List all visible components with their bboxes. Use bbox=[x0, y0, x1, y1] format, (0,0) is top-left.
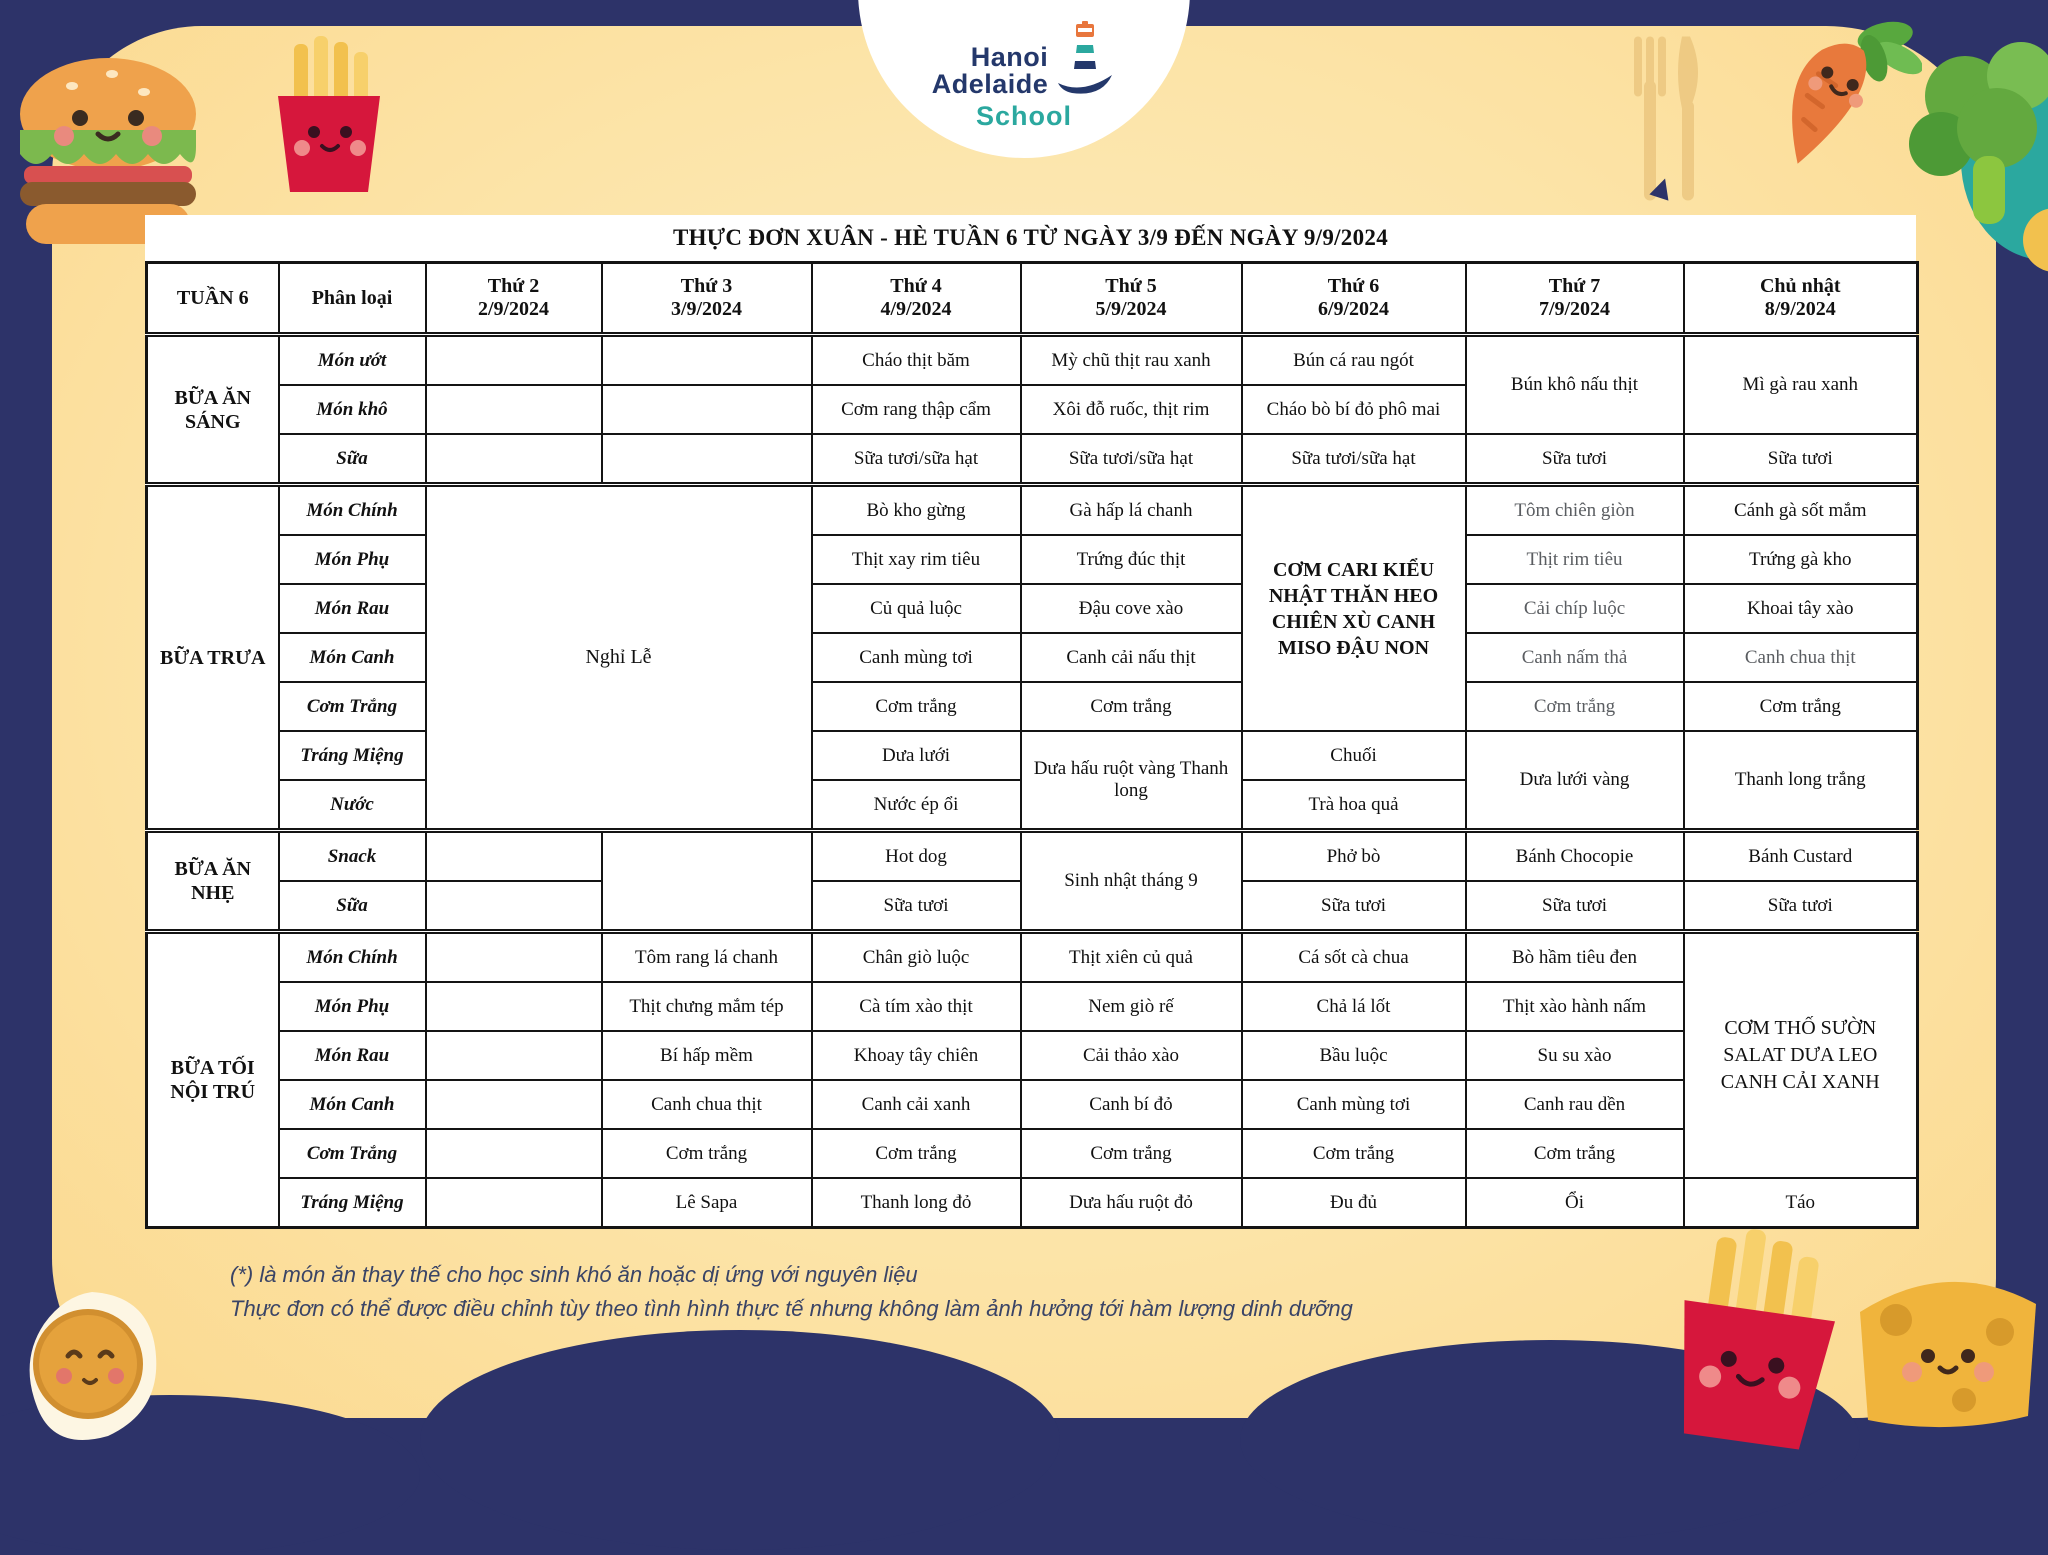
menu-cell: Ổi bbox=[1466, 1178, 1684, 1228]
menu-cell: Sữa tươi bbox=[1466, 881, 1684, 932]
empty-cell bbox=[426, 1031, 602, 1080]
menu-cell: Sữa tươi/sữa hạt bbox=[1242, 434, 1466, 485]
category-header: Phân loại bbox=[279, 263, 426, 335]
category-label: Tráng Miệng bbox=[279, 731, 426, 780]
menu-cell: Sữa tươi bbox=[1684, 881, 1918, 932]
week-header: TUẦN 6 bbox=[147, 263, 279, 335]
menu-cell: Su su xào bbox=[1466, 1031, 1684, 1080]
section-label-lunch: BỮA TRƯA bbox=[147, 485, 279, 831]
menu-cell: Cơm trắng bbox=[602, 1129, 812, 1178]
category-label: Món khô bbox=[279, 385, 426, 434]
menu-cell: Thịt xiên củ quả bbox=[1021, 932, 1242, 983]
menu-cell: Bún cá rau ngót bbox=[1242, 335, 1466, 386]
empty-cell bbox=[426, 932, 602, 983]
empty-cell bbox=[602, 434, 812, 485]
menu-cell: Bầu luộc bbox=[1242, 1031, 1466, 1080]
menu-cell: Cơm trắng bbox=[1684, 682, 1918, 731]
menu-cell: Canh chua thịt bbox=[1684, 633, 1918, 682]
category-label: Cơm Trắng bbox=[279, 1129, 426, 1178]
lighthouse-icon bbox=[1054, 21, 1116, 99]
menu-cell: Cơm trắng bbox=[1466, 1129, 1684, 1178]
section-snack bbox=[147, 831, 1918, 932]
menu-cell: Trứng đúc thịt bbox=[1021, 535, 1242, 584]
bottom-wave bbox=[420, 1330, 1060, 1550]
menu-cell: Khoai tây xào bbox=[1684, 584, 1918, 633]
menu-cell: Xôi đỗ ruốc, thịt rim bbox=[1021, 385, 1242, 434]
menu-cell: Tôm rang lá chanh bbox=[602, 932, 812, 983]
menu-cell: Cải thảo xào bbox=[1021, 1031, 1242, 1080]
category-label: Cơm Trắng bbox=[279, 682, 426, 731]
menu-cell: Dưa hấu ruột vàng Thanh long bbox=[1021, 731, 1242, 831]
menu-cell: Khoay tây chiên bbox=[812, 1031, 1021, 1080]
day-header-tue: Thứ 3 3/9/2024 bbox=[602, 263, 812, 335]
empty-cell bbox=[602, 385, 812, 434]
carrot-illustration bbox=[1762, 2, 1922, 182]
menu-cell: Đu đủ bbox=[1242, 1178, 1466, 1228]
menu-cell: Hot dog bbox=[812, 831, 1021, 882]
category-label: Món Chính bbox=[279, 932, 426, 983]
empty-cell bbox=[426, 881, 602, 932]
note-line-2: Thực đơn có thể được điều chỉnh tùy theo tình hình thực tế nhưng không làm ảnh hưởng tới hàm lượng dinh dưỡng bbox=[230, 1296, 1353, 1322]
menu-cell: Sữa tươi/sữa hạt bbox=[812, 434, 1021, 485]
menu-cell: Cá sốt cà chua bbox=[1242, 932, 1466, 983]
menu-cell: Chân giò luộc bbox=[812, 932, 1021, 983]
menu-cell: Cà tím xào thịt bbox=[812, 982, 1021, 1031]
empty-cell bbox=[426, 385, 602, 434]
empty-cell bbox=[426, 1178, 602, 1228]
day-header-mon: Thứ 2 2/9/2024 bbox=[426, 263, 602, 335]
menu-cell: Chả lá lốt bbox=[1242, 982, 1466, 1031]
menu-cell: Canh chua thịt bbox=[602, 1080, 812, 1129]
menu-cell: Bún khô nấu thịt bbox=[1466, 335, 1684, 435]
menu-cell: Thanh long trắng bbox=[1684, 731, 1918, 831]
day-header-thu: Thứ 5 5/9/2024 bbox=[1021, 263, 1242, 335]
note-line-1: (*) là món ăn thay thế cho học sinh khó ăn hoặc dị ứng với nguyên liệu bbox=[230, 1262, 918, 1287]
category-label: Món Canh bbox=[279, 1080, 426, 1129]
fried-egg-illustration bbox=[20, 1288, 164, 1446]
day-header-sat: Thứ 7 7/9/2024 bbox=[1466, 263, 1684, 335]
menu-cell: Sữa tươi bbox=[1684, 434, 1918, 485]
menu-cell: Phở bò bbox=[1242, 831, 1466, 882]
menu-cell: Trứng gà kho bbox=[1684, 535, 1918, 584]
french-fries-illustration-2 bbox=[1642, 1217, 1870, 1458]
empty-cell bbox=[602, 335, 812, 386]
menu-cell: Nước ép ổi bbox=[812, 780, 1021, 831]
empty-cell bbox=[426, 434, 602, 485]
menu-cell: Canh rau dền bbox=[1466, 1080, 1684, 1129]
day-header-fri: Thứ 6 6/9/2024 bbox=[1242, 263, 1466, 335]
category-label: Món ướt bbox=[279, 335, 426, 386]
menu-cell: Bánh Chocopie bbox=[1466, 831, 1684, 882]
menu-cell: Thịt xay rim tiêu bbox=[812, 535, 1021, 584]
menu-cell: Dưa lưới bbox=[812, 731, 1021, 780]
menu-cell: Canh cải xanh bbox=[812, 1080, 1021, 1129]
menu-cell: Củ quả luộc bbox=[812, 584, 1021, 633]
menu-cell: Canh mùng tơi bbox=[812, 633, 1021, 682]
menu-cell: Bánh Custard bbox=[1684, 831, 1918, 882]
french-fries-illustration bbox=[262, 36, 396, 196]
category-label: Sữa bbox=[279, 881, 426, 932]
logo-text-hanoi: Hanoi bbox=[970, 41, 1049, 72]
empty-cell bbox=[602, 831, 812, 932]
category-label: Món Phụ bbox=[279, 982, 426, 1031]
category-label: Tráng Miệng bbox=[279, 1178, 426, 1228]
menu-cell: Sữa tươi bbox=[812, 881, 1021, 932]
logo-text-school: School bbox=[975, 101, 1072, 131]
menu-cell-combo: CƠM CARI KIỂU NHẬT THĂN HEO CHIÊN XÙ CANH MISO ĐẬU NON bbox=[1242, 485, 1466, 732]
section-label-breakfast: BỮA ĂN SÁNG bbox=[147, 335, 279, 485]
menu-title: THỰC ĐƠN XUÂN - HÈ TUẦN 6 TỪ NGÀY 3/9 ĐẾN NGÀY 9/9/2024 bbox=[672, 225, 1389, 250]
menu-cell: Canh mùng tơi bbox=[1242, 1080, 1466, 1129]
menu-cell: Sữa tươi bbox=[1466, 434, 1684, 485]
menu-cell: Canh nấm thả bbox=[1466, 633, 1684, 682]
menu-cell: Dưa hấu ruột đỏ bbox=[1021, 1178, 1242, 1228]
menu-cell: Thịt xào hành nấm bbox=[1466, 982, 1684, 1031]
menu-cell: Táo bbox=[1684, 1178, 1918, 1228]
logo-text-adelaide: Adelaide bbox=[931, 69, 1049, 100]
menu-cell: Cơm trắng bbox=[1021, 1129, 1242, 1178]
footer-notes bbox=[230, 1258, 1353, 1326]
menu-cell-combo: CƠM THỐ SƯỜN SALAT DƯA LEO CANH CẢI XANH bbox=[1684, 932, 1918, 1179]
empty-cell bbox=[426, 1080, 602, 1129]
category-label: Món Chính bbox=[279, 485, 426, 536]
category-label: Snack bbox=[279, 831, 426, 882]
menu-cell: Sinh nhật tháng 9 bbox=[1021, 831, 1242, 932]
empty-cell bbox=[426, 831, 602, 882]
menu-cell: Cơm trắng bbox=[812, 682, 1021, 731]
category-label: Món Canh bbox=[279, 633, 426, 682]
day-header-wed: Thứ 4 4/9/2024 bbox=[812, 263, 1021, 335]
menu-cell: Đậu cove xào bbox=[1021, 584, 1242, 633]
menu-cell: Tôm chiên giòn bbox=[1466, 485, 1684, 536]
category-label: Món Rau bbox=[279, 584, 426, 633]
category-label: Món Rau bbox=[279, 1031, 426, 1080]
menu-cell: Cháo bò bí đỏ phô mai bbox=[1242, 385, 1466, 434]
empty-cell bbox=[426, 982, 602, 1031]
menu-cell: Trà hoa quả bbox=[1242, 780, 1466, 831]
section-lunch bbox=[147, 485, 1918, 831]
menu-cell: Canh cải nấu thịt bbox=[1021, 633, 1242, 682]
empty-cell bbox=[426, 1129, 602, 1178]
day-header-sun: Chủ nhật 8/9/2024 bbox=[1684, 263, 1918, 335]
menu-cell: Mỳ chũ thịt rau xanh bbox=[1021, 335, 1242, 386]
menu-cell: Gà hấp lá chanh bbox=[1021, 485, 1242, 536]
menu-cell: Lê Sapa bbox=[602, 1178, 812, 1228]
menu-cell: Mì gà rau xanh bbox=[1684, 335, 1918, 435]
menu-cell: Canh bí đỏ bbox=[1021, 1080, 1242, 1129]
menu-cell: Bò kho gừng bbox=[812, 485, 1021, 536]
section-dinner bbox=[147, 932, 1918, 1228]
menu-cell: Nem giò rế bbox=[1021, 982, 1242, 1031]
holiday-cell: Nghỉ Lễ bbox=[426, 485, 812, 831]
menu-table bbox=[145, 261, 1919, 1229]
section-breakfast bbox=[147, 335, 1918, 485]
broccoli-illustration bbox=[1905, 40, 2048, 290]
menu-cell: Bí hấp mềm bbox=[602, 1031, 812, 1080]
menu-cell: Cải chíp luộc bbox=[1466, 584, 1684, 633]
cheese-illustration bbox=[1848, 1252, 2044, 1430]
menu-cell: Sữa tươi bbox=[1242, 881, 1466, 932]
menu-cell: Chuối bbox=[1242, 731, 1466, 780]
category-label: Sữa bbox=[279, 434, 426, 485]
empty-cell bbox=[426, 335, 602, 386]
menu-cell: Cơm rang thập cẩm bbox=[812, 385, 1021, 434]
menu-cell: Bò hầm tiêu đen bbox=[1466, 932, 1684, 983]
category-label: Nước bbox=[279, 780, 426, 831]
menu-cell: Cơm trắng bbox=[812, 1129, 1021, 1178]
menu-cell: Thanh long đỏ bbox=[812, 1178, 1021, 1228]
menu-cell: Cơm trắng bbox=[1242, 1129, 1466, 1178]
menu-cell: Cháo thịt băm bbox=[812, 335, 1021, 386]
menu-cell: Thịt rim tiêu bbox=[1466, 535, 1684, 584]
menu-cell: Cánh gà sốt mắm bbox=[1684, 485, 1918, 536]
section-label-dinner: BỮA TỐI NỘI TRÚ bbox=[147, 932, 279, 1228]
menu-cell: Cơm trắng bbox=[1466, 682, 1684, 731]
category-label: Món Phụ bbox=[279, 535, 426, 584]
menu-panel bbox=[145, 215, 1916, 1229]
menu-cell: Thịt chưng mắm tép bbox=[602, 982, 812, 1031]
menu-cell: Sữa tươi/sữa hạt bbox=[1021, 434, 1242, 485]
section-label-snack: BỮA ĂN NHẸ bbox=[147, 831, 279, 932]
menu-cell: Cơm trắng bbox=[1021, 682, 1242, 731]
menu-cell: Dưa lưới vàng bbox=[1466, 731, 1684, 831]
